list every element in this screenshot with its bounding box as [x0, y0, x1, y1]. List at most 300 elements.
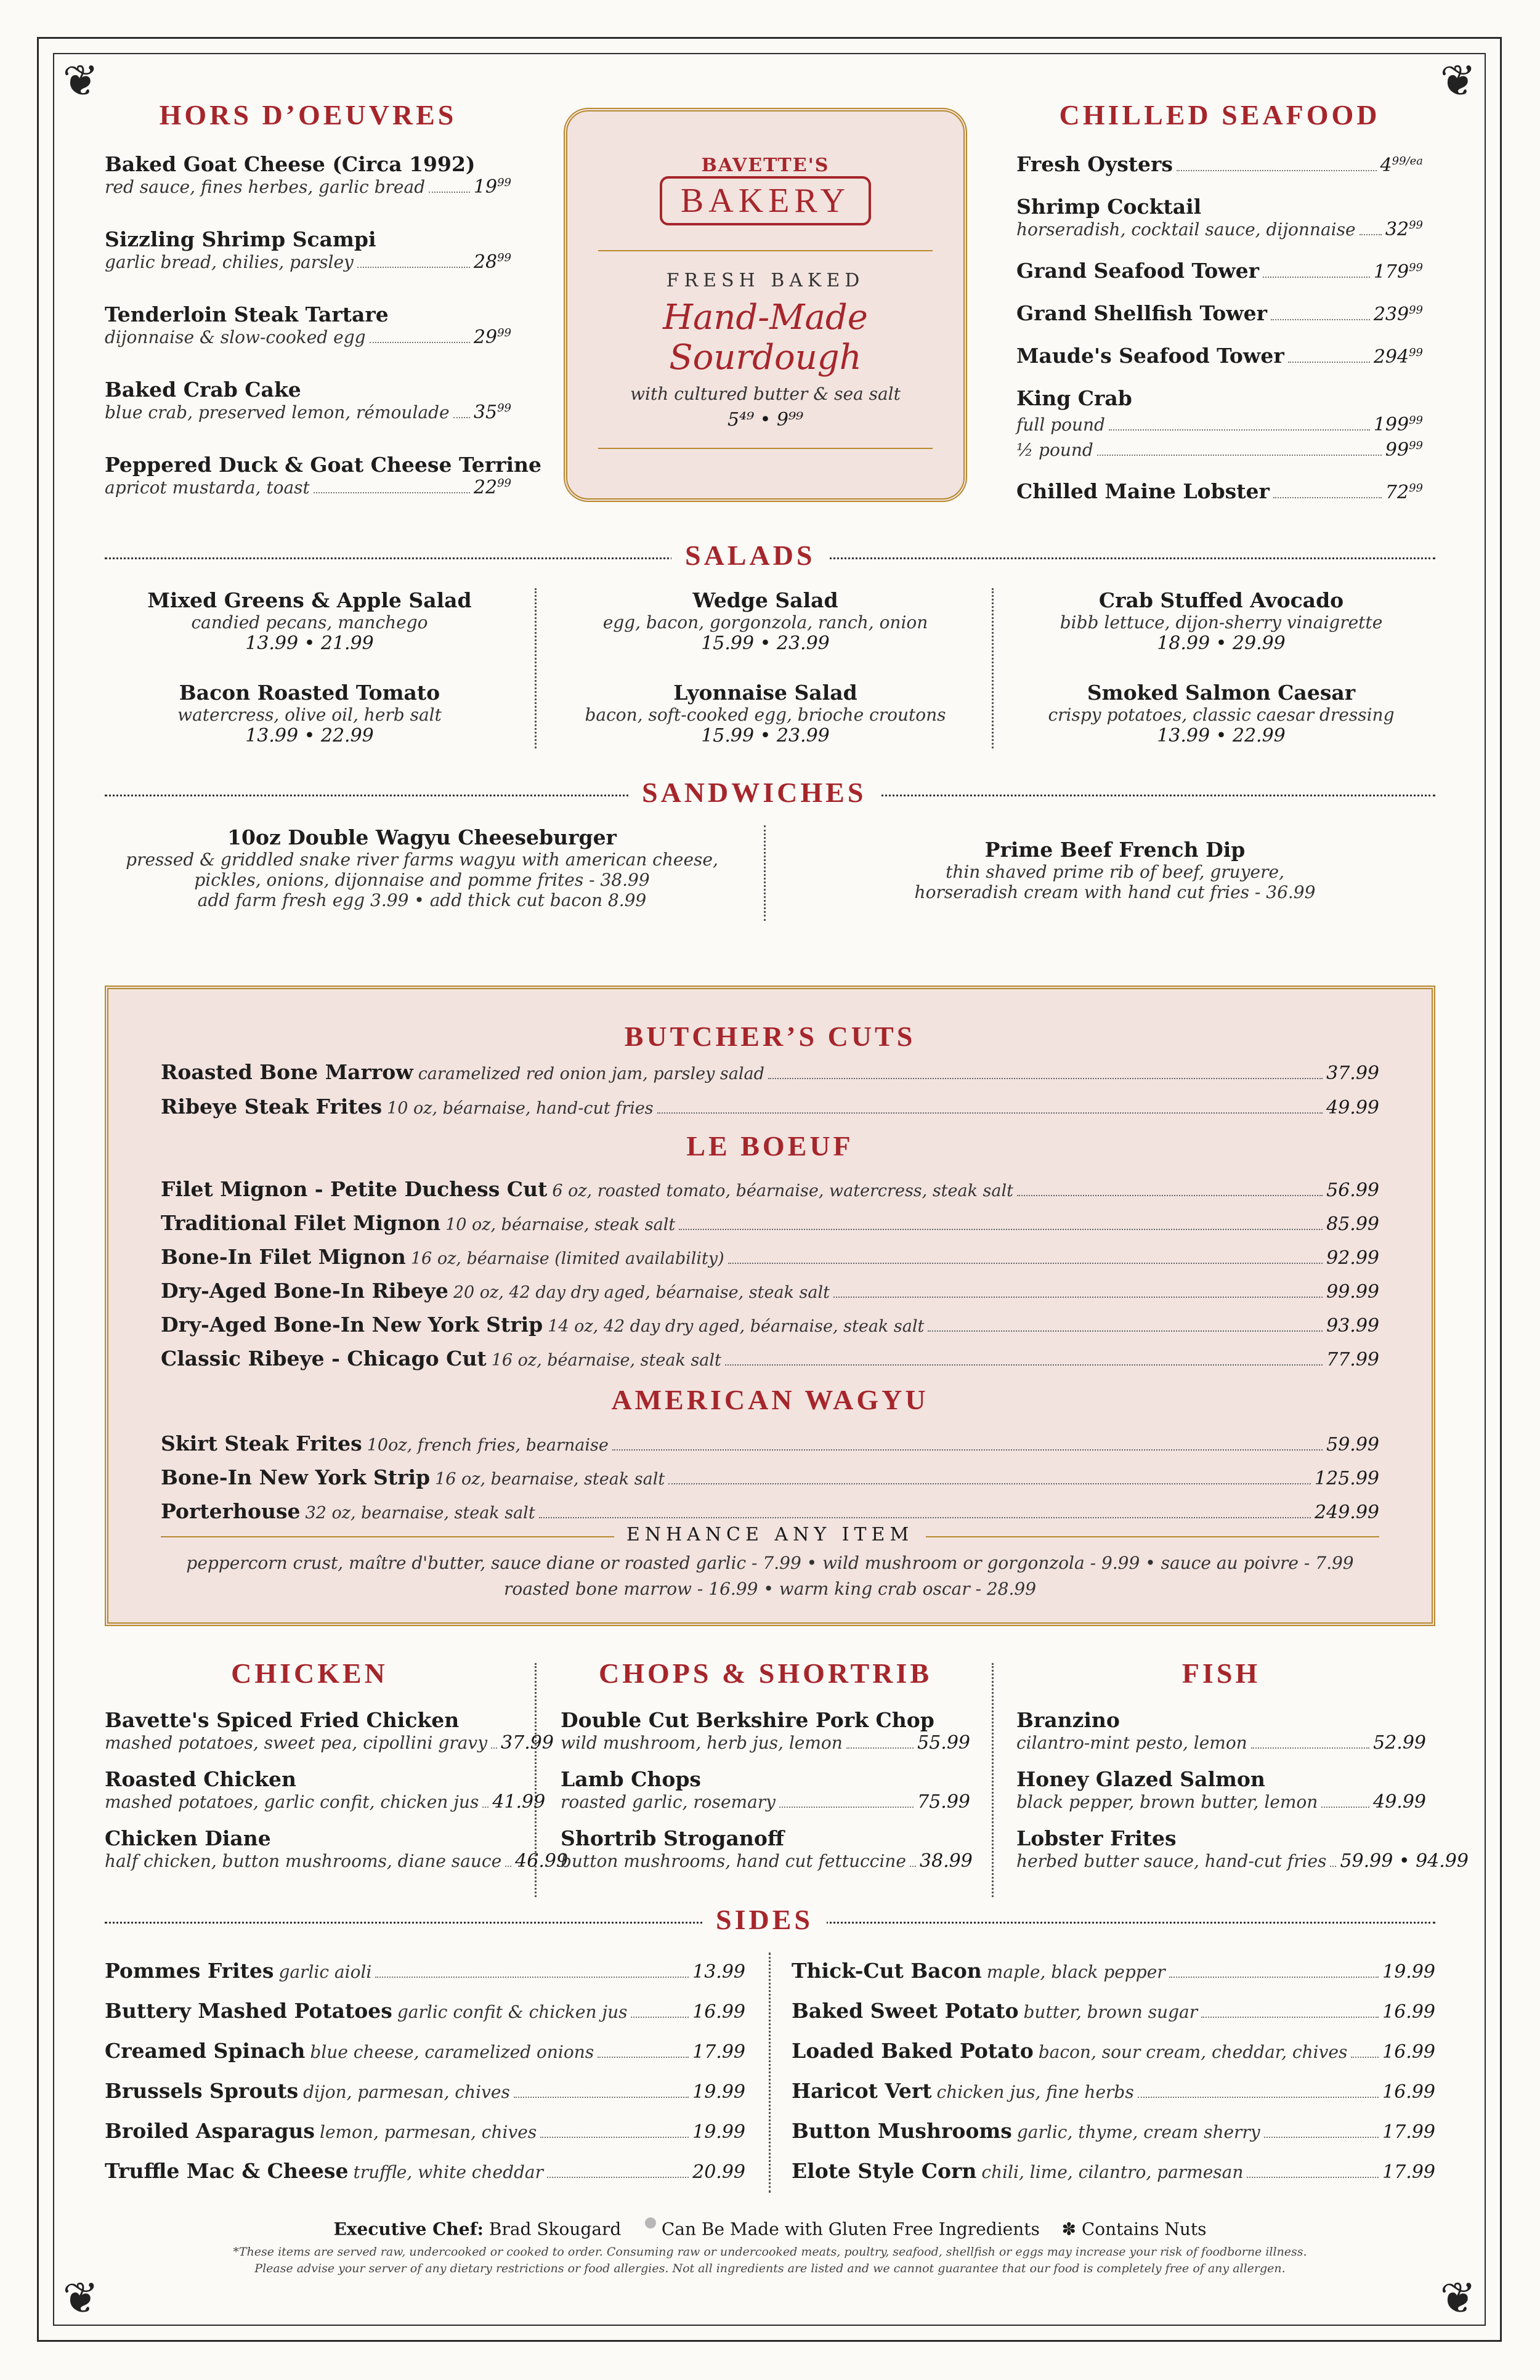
- item-row: [105, 326, 511, 348]
- item-row: [1016, 195, 1423, 219]
- item-price: 46.99: [515, 1850, 569, 1872]
- price-dollars: 99: [1385, 439, 1409, 461]
- side-item-row: [792, 2119, 1435, 2143]
- item-desc: 16 oz, béarnaise, steak salt: [491, 1351, 721, 1370]
- chops-section: [561, 1657, 973, 1885]
- leader-dots: [631, 2017, 689, 2018]
- item-row: [105, 176, 511, 198]
- item-price: 49.99: [1373, 1791, 1426, 1813]
- section-title: HORS D’OEUVRES: [159, 99, 457, 131]
- item-row: [561, 1791, 970, 1813]
- menu-item: [1016, 1708, 1426, 1754]
- sourdough-desc: with cultured butter & sea salt: [630, 384, 901, 404]
- divider: [764, 825, 766, 921]
- section-title: SIDES: [702, 1903, 827, 1936]
- butcher-item-row: [161, 1346, 1379, 1370]
- item-price: 77.99: [1326, 1349, 1379, 1370]
- menu-item: [1016, 259, 1423, 283]
- item-price: [474, 176, 511, 198]
- item-name: Lyonnaise Salad: [673, 681, 857, 705]
- item-row: [1016, 1850, 1469, 1872]
- salad-item: [1016, 588, 1426, 654]
- leader-dots: [505, 1866, 511, 1867]
- corner-ornament-icon: ❦: [1440, 55, 1477, 106]
- item-row: [105, 1732, 554, 1754]
- divider: [769, 1953, 771, 2193]
- butcher-item-row: [161, 1095, 1379, 1119]
- enhance-title-wrap: [108, 1524, 1432, 1545]
- item-name: Fresh Oysters: [1016, 152, 1173, 176]
- item-price: 19.99: [692, 2121, 745, 2143]
- item-desc: garlic bread, chilies, parsley: [105, 252, 354, 272]
- leader-dots: [725, 1364, 1323, 1366]
- price-dollars: 72: [1385, 482, 1409, 503]
- leader-dots: [1017, 1195, 1323, 1196]
- side-item-row: [105, 1999, 745, 2023]
- leader-dots: [370, 342, 470, 343]
- item-price: 59.99 • 94.99: [1340, 1850, 1469, 1872]
- item-name: Shrimp Cocktail: [1016, 195, 1202, 219]
- side-item-row: [105, 2079, 745, 2103]
- item-name: Roasted Bone Marrow: [161, 1060, 413, 1084]
- menu-item: [1016, 1826, 1469, 1872]
- butcher-item-row: [161, 1465, 1379, 1489]
- leader-dots: [779, 1807, 914, 1808]
- item-desc: maple, black pepper: [986, 1962, 1165, 1982]
- item-desc: crispy potatoes, classic caesar dressing: [1048, 705, 1395, 725]
- menu-item: [105, 152, 511, 198]
- item-name: Pommes Frites: [105, 1959, 274, 1983]
- menu-item: [105, 302, 511, 348]
- leader-dots: [668, 1483, 1311, 1484]
- price-dollars: 294: [1373, 346, 1409, 368]
- item-row: [1016, 386, 1423, 410]
- item-name: Baked Crab Cake: [105, 378, 301, 402]
- price-cents: 99: [497, 251, 511, 264]
- item-desc: blue cheese, caramelized onions: [310, 2042, 594, 2062]
- item-desc: pickles, onions, dijonnaise and pomme frites - 38.99: [194, 870, 650, 890]
- item-row: [105, 227, 511, 251]
- price-dollars: 32: [1385, 219, 1409, 240]
- item-name: Bone-In Filet Mignon: [161, 1245, 406, 1269]
- item-name: Maude's Seafood Tower: [1016, 344, 1284, 368]
- item-name: Dry-Aged Bone-In Ribeye: [161, 1279, 448, 1303]
- menu-item: [1016, 344, 1423, 368]
- item-desc: half chicken, button mushrooms, diane sauce: [105, 1851, 502, 1871]
- item-price: [1374, 261, 1423, 283]
- item-name: Traditional Filet Mignon: [161, 1211, 441, 1235]
- item-desc: ½ pound: [1016, 440, 1093, 460]
- price-dollars: 239: [1373, 304, 1409, 325]
- item-desc: mashed potatoes, garlic confit, chicken jus: [105, 1792, 479, 1812]
- item-name: Bacon Roasted Tomato: [179, 681, 440, 705]
- item-name: Crab Stuffed Avocado: [1098, 588, 1344, 612]
- item-name: Shortrib Stroganoff: [561, 1826, 784, 1850]
- disclaimer: *These items are served raw, undercooked or cooked to order. Consuming raw or undercooked meats, poultry, seafood, shellfish or eggs may increase your risk of foodborne illness.: [233, 2245, 1307, 2259]
- item-price: 19.99: [692, 2081, 745, 2103]
- item-name: Dry-Aged Bone-In New York Strip: [161, 1313, 543, 1337]
- item-desc: wild mushroom, herb jus, lemon: [561, 1733, 843, 1753]
- leader-dots: [1263, 277, 1370, 278]
- item-desc: lemon, parmesan, chives: [319, 2122, 537, 2142]
- item-name: Peppered Duck & Goat Cheese Terrine: [105, 453, 542, 477]
- item-price: 15.99 • 23.99: [701, 725, 830, 747]
- item-name: Smoked Salmon Caesar: [1087, 681, 1356, 705]
- item-name: Button Mushrooms: [792, 2119, 1012, 2143]
- bakery-card: [564, 108, 967, 502]
- leader-dots: [357, 267, 470, 268]
- item-name: Haricot Vert: [792, 2079, 932, 2103]
- leader-dots: [1201, 2017, 1379, 2018]
- item-price: 85.99: [1326, 1213, 1379, 1235]
- side-item-row: [105, 2119, 745, 2143]
- leader-dots: [846, 1747, 914, 1749]
- item-price: 38.99: [919, 1850, 973, 1872]
- leader-dots: [314, 492, 470, 493]
- disclaimer: Please advise your server of any dietary restrictions or food allergies. Not all ingredients are listed and we cannot guarantee that our food is completely free of any allergen.: [254, 2262, 1286, 2275]
- menu-item: [1016, 439, 1423, 461]
- menu-item: [561, 1708, 970, 1754]
- item-row: [105, 302, 511, 326]
- item-name: King Crab: [1016, 386, 1132, 410]
- item-row: [561, 1850, 973, 1872]
- section-title: SANDWICHES: [628, 776, 880, 809]
- section-title: CHOPS & SHORTRIB: [598, 1658, 932, 1689]
- divider: [992, 588, 994, 748]
- item-name: Honey Glazed Salmon: [1016, 1767, 1265, 1791]
- item-desc: butter, brown sugar: [1023, 2002, 1198, 2022]
- leader-dots: [1251, 1747, 1369, 1749]
- item-row: [1016, 301, 1423, 325]
- salad-item: [561, 681, 970, 747]
- butcher-item-row: [161, 1245, 1379, 1269]
- menu-item: [1016, 386, 1423, 410]
- price-cents: 99: [1409, 482, 1423, 495]
- item-desc: blue crab, preserved lemon, rémoulade: [105, 402, 450, 423]
- item-name: Elote Style Corn: [792, 2159, 977, 2183]
- item-name: Sizzling Shrimp Scampi: [105, 227, 376, 251]
- item-desc: black pepper, brown butter, lemon: [1016, 1792, 1318, 1812]
- leader-dots: [1247, 2177, 1379, 2178]
- item-name: Porterhouse: [161, 1499, 301, 1523]
- item-row: [561, 1732, 970, 1754]
- nut-legend: Contains Nuts: [1081, 2219, 1207, 2240]
- item-name: Creamed Spinach: [105, 2039, 306, 2063]
- item-desc: candied pecans, manchego: [191, 612, 428, 633]
- leader-dots: [910, 1866, 916, 1867]
- item-row: [1016, 439, 1423, 461]
- item-price: [1380, 155, 1423, 176]
- leader-dots: [539, 1517, 1311, 1518]
- item-name: Roasted Chicken: [105, 1767, 296, 1791]
- leader-dots: [1351, 2057, 1379, 2058]
- menu-item: [105, 227, 511, 273]
- item-name: Skirt Steak Frites: [161, 1431, 362, 1455]
- side-item-row: [792, 1959, 1435, 1983]
- section-title: BUTCHER’S CUTS: [624, 1021, 916, 1052]
- item-desc: 32 oz, bearnaise, steak salt: [305, 1504, 535, 1523]
- leader-dots: [833, 1297, 1323, 1298]
- leader-dots: [928, 1330, 1323, 1332]
- item-row: [1016, 479, 1423, 503]
- leader-dots: [375, 1977, 689, 1978]
- item-row: [105, 477, 511, 498]
- leader-dots: [598, 2057, 689, 2058]
- menu-item: [561, 1826, 973, 1872]
- sourdough-title: Hand-Made Sourdough: [663, 298, 868, 378]
- item-price: 52.99: [1373, 1732, 1426, 1754]
- item-price: 16.99: [1382, 2001, 1435, 2023]
- item-name: Baked Sweet Potato: [792, 1999, 1019, 2023]
- item-desc: bacon, sour cream, cheddar, chives: [1038, 2042, 1348, 2062]
- seafood-section: [1016, 99, 1423, 522]
- enhance-line: roasted bone marrow - 16.99 • warm king crab oscar - 28.99: [503, 1579, 1037, 1599]
- item-row: [105, 378, 511, 402]
- item-desc: caramelized red onion jam, parsley salad: [418, 1064, 764, 1083]
- item-row: [105, 251, 511, 273]
- item-name: Grand Shellfish Tower: [1016, 301, 1268, 325]
- nut-icon: ✽: [1061, 2219, 1076, 2240]
- item-name: Baked Goat Cheese (Circa 1992): [105, 152, 476, 176]
- item-price: 13.99 • 22.99: [1157, 725, 1286, 747]
- menu-item: [1016, 195, 1423, 240]
- chef-label: Executive Chef:: [333, 2219, 484, 2240]
- leader-dots: [728, 1263, 1323, 1264]
- bakery-logo: BAKERY: [660, 176, 871, 225]
- item-desc: truffle, white cheddar: [353, 2162, 544, 2182]
- item-name: Bone-In New York Strip: [161, 1465, 431, 1489]
- item-row: [1016, 414, 1423, 435]
- chef-name: Brad Skougard: [488, 2219, 622, 2240]
- butcher-item-row: [161, 1211, 1379, 1235]
- price-cents: 99: [1409, 414, 1423, 427]
- sourdough-price: 5⁴⁹ • 9⁹⁹: [727, 409, 804, 431]
- divider: [992, 1663, 994, 1897]
- price-cents: 99: [1409, 261, 1423, 274]
- item-price: 99.99: [1326, 1281, 1379, 1303]
- item-name: Wedge Salad: [692, 588, 838, 612]
- item-desc: roasted garlic, rosemary: [561, 1792, 776, 1812]
- price-cents: 99: [1409, 346, 1423, 359]
- item-name: Double Cut Berkshire Pork Chop: [561, 1708, 934, 1732]
- item-desc: garlic aioli: [278, 1962, 372, 1982]
- bakery-logo-top: BAVETTE'S: [701, 155, 830, 176]
- item-name: Filet Mignon - Petite Duchess Cut: [161, 1177, 548, 1201]
- item-name: Buttery Mashed Potatoes: [105, 1999, 392, 2023]
- item-row: [1016, 1732, 1426, 1754]
- leader-dots: [1109, 429, 1370, 431]
- item-desc: dijon, parmesan, chives: [303, 2082, 510, 2102]
- section-title: SALADS: [671, 539, 829, 572]
- item-desc: cilantro-mint pesto, lemon: [1016, 1733, 1247, 1753]
- item-price: 16.99: [692, 2001, 745, 2023]
- butcher-item-row: [161, 1499, 1379, 1523]
- price-dollars: 19: [473, 176, 498, 198]
- item-desc: full pound: [1016, 415, 1105, 435]
- section-title: CHICKEN: [231, 1658, 388, 1689]
- item-name: 10oz Double Wagyu Cheeseburger: [227, 825, 617, 849]
- side-item-row: [792, 2079, 1435, 2103]
- price-dollars: 29: [473, 326, 498, 348]
- leader-dots: [612, 1449, 1323, 1451]
- sandwich-burger: [105, 825, 739, 910]
- leader-dots: [1264, 2137, 1379, 2138]
- menu-item: [1016, 152, 1423, 176]
- side-item-row: [105, 1959, 745, 1983]
- item-name: Tenderloin Steak Tartare: [105, 302, 389, 326]
- item-desc: add farm fresh egg 3.99 • add thick cut bacon 8.99: [197, 890, 647, 910]
- price-cents: 99: [1409, 219, 1423, 232]
- item-desc: 16 oz, béarnaise (limited availability): [410, 1249, 724, 1268]
- leader-dots: [429, 192, 470, 193]
- item-price: 249.99: [1315, 1502, 1379, 1523]
- item-price: 125.99: [1315, 1468, 1379, 1489]
- item-desc: garlic, thyme, cream sherry: [1016, 2122, 1260, 2142]
- section-title: AMERICAN WAGYU: [611, 1384, 929, 1415]
- item-price: [1385, 219, 1423, 240]
- item-desc: 14 oz, 42 day dry aged, béarnaise, steak salt: [548, 1317, 925, 1336]
- item-desc: chicken jus, fine herbs: [936, 2082, 1134, 2102]
- corner-ornament-icon: ❦: [62, 2273, 99, 2323]
- leader-dots: [453, 417, 470, 418]
- section-title: FISH: [1181, 1658, 1261, 1689]
- price-cents: 99/ea: [1392, 155, 1423, 168]
- item-desc: thin shaved prime rib of beef, gruyere,: [946, 862, 1284, 882]
- item-price: [1374, 304, 1423, 325]
- leader-dots: [1138, 2097, 1379, 2098]
- price-cents: 99: [497, 326, 511, 339]
- item-name: Mixed Greens & Apple Salad: [147, 588, 472, 612]
- side-item-row: [105, 2159, 745, 2183]
- side-item-row: [792, 2039, 1435, 2063]
- item-desc: 10 oz, béarnaise, hand-cut fries: [387, 1099, 654, 1118]
- item-desc: horseradish, cocktail sauce, dijonnaise: [1016, 219, 1356, 240]
- leader-dots: [1330, 1866, 1336, 1867]
- item-name: Lobster Frites: [1016, 1826, 1177, 1850]
- item-price: 41.99: [492, 1791, 546, 1813]
- menu-item: [1016, 301, 1423, 325]
- enhance-line: peppercorn crust, maître d'butter, sauce diane or roasted garlic - 7.99 • wild mushroom or gorgonzola - 9.99 • sauce au poivre - 7.99: [186, 1553, 1354, 1573]
- item-name: Loaded Baked Potato: [792, 2039, 1034, 2063]
- leader-dots: [1271, 319, 1370, 320]
- menu-item: [1016, 1767, 1426, 1813]
- item-desc: herbed butter sauce, hand-cut fries: [1016, 1851, 1327, 1871]
- corner-ornament-icon: ❦: [62, 55, 99, 106]
- item-name: Truffle Mac & Cheese: [105, 2159, 349, 2183]
- item-price: 75.99: [917, 1791, 970, 1813]
- item-name: Chilled Maine Lobster: [1016, 479, 1270, 503]
- enhance-title: ENHANCE ANY ITEM: [614, 1524, 926, 1545]
- item-desc: watercress, olive oil, herb salt: [177, 705, 442, 725]
- item-price: [474, 251, 511, 273]
- price-dollars: 22: [473, 477, 498, 498]
- menu-item: [105, 1708, 554, 1754]
- leader-dots: [547, 2177, 689, 2178]
- hors-section: [105, 99, 542, 528]
- price-cents: 99: [1409, 304, 1423, 317]
- item-price: 59.99: [1326, 1434, 1379, 1455]
- price-cents: 99: [1409, 439, 1423, 452]
- butcher-item-row: [161, 1313, 1379, 1337]
- side-item-row: [792, 1999, 1435, 2023]
- item-price: 17.99: [1382, 2121, 1435, 2143]
- item-row: [1016, 259, 1423, 283]
- item-row: [105, 453, 542, 477]
- leader-dots: [482, 1807, 488, 1808]
- item-price: 17.99: [692, 2041, 745, 2063]
- item-name: Prime Beef French Dip: [984, 838, 1246, 862]
- item-row: [1016, 1791, 1426, 1813]
- item-name: Thick-Cut Bacon: [792, 1959, 982, 1983]
- item-row: [1016, 219, 1423, 240]
- item-desc: mashed potatoes, sweet pea, cipollini gravy: [105, 1733, 488, 1753]
- item-desc: pressed & griddled snake river farms wagyu with american cheese,: [126, 849, 718, 870]
- item-desc: button mushrooms, hand cut fettuccine: [561, 1851, 906, 1871]
- item-price: 13.99 • 22.99: [245, 725, 374, 747]
- item-price: 20.99: [692, 2161, 745, 2183]
- item-desc: 16 oz, bearnaise, steak salt: [435, 1470, 665, 1489]
- item-name: Lamb Chops: [561, 1767, 701, 1791]
- item-price: 16.99: [1382, 2041, 1435, 2063]
- item-desc: horseradish cream with hand cut fries - 36.99: [914, 882, 1316, 902]
- corner-ornament-icon: ❦: [1440, 2273, 1477, 2323]
- price-cents: 99: [497, 176, 511, 189]
- price-dollars: 28: [473, 251, 498, 273]
- menu-item: [1016, 414, 1423, 435]
- leader-dots: [1360, 234, 1382, 235]
- menu-item: [105, 378, 511, 423]
- item-price: [1374, 414, 1423, 435]
- item-price: 37.99: [1326, 1062, 1379, 1084]
- leader-dots: [540, 2137, 689, 2138]
- sandwich-french-dip: [795, 838, 1435, 902]
- item-desc: egg, bacon, gorgonzola, ranch, onion: [602, 612, 928, 633]
- item-price: 18.99 • 29.99: [1157, 633, 1286, 654]
- item-desc: garlic confit & chicken jus: [397, 2002, 628, 2022]
- item-row: [105, 1850, 569, 1872]
- item-price: [1385, 482, 1423, 503]
- sides-right: [792, 1959, 1435, 2199]
- item-desc: 10oz, french fries, bearnaise: [367, 1436, 609, 1455]
- leader-dots: [491, 1747, 497, 1749]
- item-price: 17.99: [1382, 2161, 1435, 2183]
- item-name: Bavette's Spiced Fried Chicken: [105, 1708, 460, 1732]
- item-price: [1374, 346, 1423, 368]
- menu-item: [105, 453, 542, 498]
- item-price: 37.99: [501, 1732, 554, 1754]
- price-dollars: 4: [1380, 155, 1392, 176]
- menu-item: [105, 1767, 546, 1813]
- section-title: LE BOEUF: [686, 1130, 854, 1162]
- leader-dots: [679, 1229, 1323, 1230]
- item-name: Chicken Diane: [105, 1826, 271, 1850]
- item-desc: 20 oz, 42 day dry aged, béarnaise, steak salt: [453, 1283, 830, 1302]
- chicken-section: [105, 1657, 569, 1885]
- item-price: [1385, 439, 1423, 461]
- item-row: [105, 1791, 546, 1813]
- fish-section: [1016, 1657, 1469, 1885]
- salad-item: [1016, 681, 1426, 747]
- item-price: 16.99: [1382, 2081, 1435, 2103]
- leader-dots: [1177, 170, 1377, 171]
- gf-legend: Can Be Made with Gluten Free Ingredients: [661, 2219, 1040, 2240]
- item-row: [1016, 152, 1423, 176]
- menu-item: [561, 1767, 970, 1813]
- price-cents: 99: [497, 402, 511, 415]
- item-desc: 10 oz, béarnaise, steak salt: [445, 1215, 676, 1234]
- butcher-item-row: [161, 1060, 1379, 1084]
- leader-dots: [657, 1112, 1323, 1114]
